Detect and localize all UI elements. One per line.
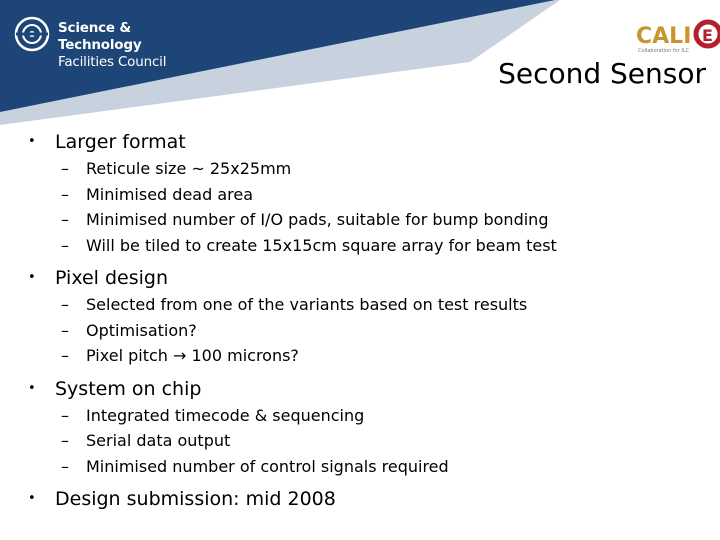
slide-body [28, 128, 708, 513]
sub-item [28, 318, 708, 344]
org-name-line1: Science & Technology [58, 20, 142, 53]
sub-item [28, 156, 708, 182]
sub-item-text: Minimised number of I/O pads, suitable for bump bonding [86, 210, 549, 229]
bullet-design-submission [28, 485, 708, 513]
sub-item-text: Minimised number of control signals required [86, 456, 449, 476]
dash-icon: – [61, 184, 69, 204]
sub-item-text: Integrated timecode & sequencing [86, 405, 365, 425]
svg-text:E: E [702, 26, 713, 45]
calice-tagline: Collaboration for ILC [638, 48, 690, 54]
dash-icon: – [61, 210, 69, 229]
bullet-system-on-chip [28, 375, 708, 403]
sub-item-text: Pixel pitch → 100 microns? [86, 346, 299, 365]
bullet-larger-format [28, 128, 708, 156]
stfc-logo [12, 14, 187, 70]
sub-item [28, 233, 708, 259]
bullet-text: Design submission: mid 2008 [55, 488, 336, 510]
dash-icon: – [61, 295, 69, 314]
sublist-larger-format [28, 156, 708, 258]
dash-icon: – [61, 159, 69, 178]
dash-icon: – [61, 346, 69, 365]
slide-title: Second Sensor [498, 57, 706, 90]
dash-icon: – [61, 431, 69, 450]
sublist-system-on-chip [28, 403, 708, 480]
dash-icon: – [61, 235, 69, 255]
bullet-dot-icon: • [28, 270, 36, 285]
calice-logo [632, 18, 720, 56]
sublist-pixel-design [28, 292, 708, 369]
sub-item-text: Reticule size ~ 25x25mm [86, 159, 292, 178]
bullet-dot-icon: • [28, 491, 36, 506]
bullet-text: Pixel design [55, 267, 169, 289]
sub-item [28, 182, 708, 208]
bullet-dot-icon: • [28, 134, 36, 149]
sub-item-text: Selected from one of the variants based on test results [86, 295, 528, 314]
sub-item [28, 454, 708, 480]
sub-item [28, 403, 708, 429]
stfc-emblem-icon [12, 14, 52, 54]
sub-item [28, 207, 708, 233]
svg-text:CALI: CALI [636, 24, 692, 49]
org-name-line2: Facilities Council [58, 54, 167, 70]
dash-icon: – [61, 405, 69, 425]
sub-item [28, 292, 708, 318]
sub-item-text: Optimisation? [86, 320, 197, 340]
dash-icon: – [61, 456, 69, 476]
bullet-text: Larger format [55, 131, 186, 153]
bullet-dot-icon: • [28, 380, 36, 396]
dash-icon: – [61, 320, 69, 340]
sub-item-text: Minimised dead area [86, 184, 254, 204]
sub-item [28, 343, 708, 369]
sub-item-text: Will be tiled to create 15x15cm square array for beam test [86, 235, 557, 255]
sub-item [28, 428, 708, 454]
sub-item-text: Serial data output [86, 431, 231, 450]
bullet-pixel-design [28, 264, 708, 292]
bullet-text: System on chip [55, 377, 202, 400]
